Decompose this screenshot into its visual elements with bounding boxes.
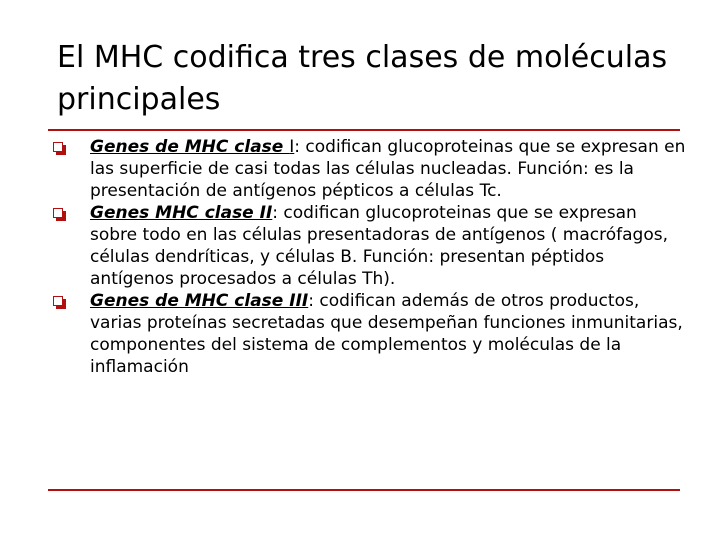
bullet-item-class-2 <box>48 202 688 290</box>
square-bullet-icon <box>53 296 63 306</box>
square-bullet-icon <box>53 142 63 152</box>
bullet-item-class-3 <box>48 290 688 378</box>
slide-title: El MHC codifica tres clases de moléculas principales <box>57 40 668 117</box>
bullet-term: Genes de MHC clase III <box>90 291 309 311</box>
bullet-term-suffix: I <box>289 137 295 157</box>
bullet-text: : codifican glucoproteinas que se expresan en las superficie de casi todas las células nucleadas. Función: es la presentación de antígenos pépticos a células Tc. <box>90 137 686 201</box>
square-bullet-icon <box>53 208 63 218</box>
bullet-text: : codifican glucoproteinas que se expresan sobre todo en las células presentadoras de antígenos ( macrófagos, células dendríticas, y células B. Función: presentan péptidos antígenos procesados a células Th). <box>90 203 668 289</box>
bullet-term: Genes MHC clase II <box>90 203 273 223</box>
bullet-text: : codifican además de otros productos, varias proteínas secretadas que desempeñan funciones inmunitarias, componentes del sistema de complementos y moléculas de la inflamación <box>90 291 683 377</box>
bullet-item-class-1 <box>48 136 688 202</box>
bullet-list <box>48 136 688 378</box>
title-divider <box>48 129 680 131</box>
bullet-term: Genes de MHC clase <box>90 137 290 157</box>
footer-divider <box>48 489 680 491</box>
